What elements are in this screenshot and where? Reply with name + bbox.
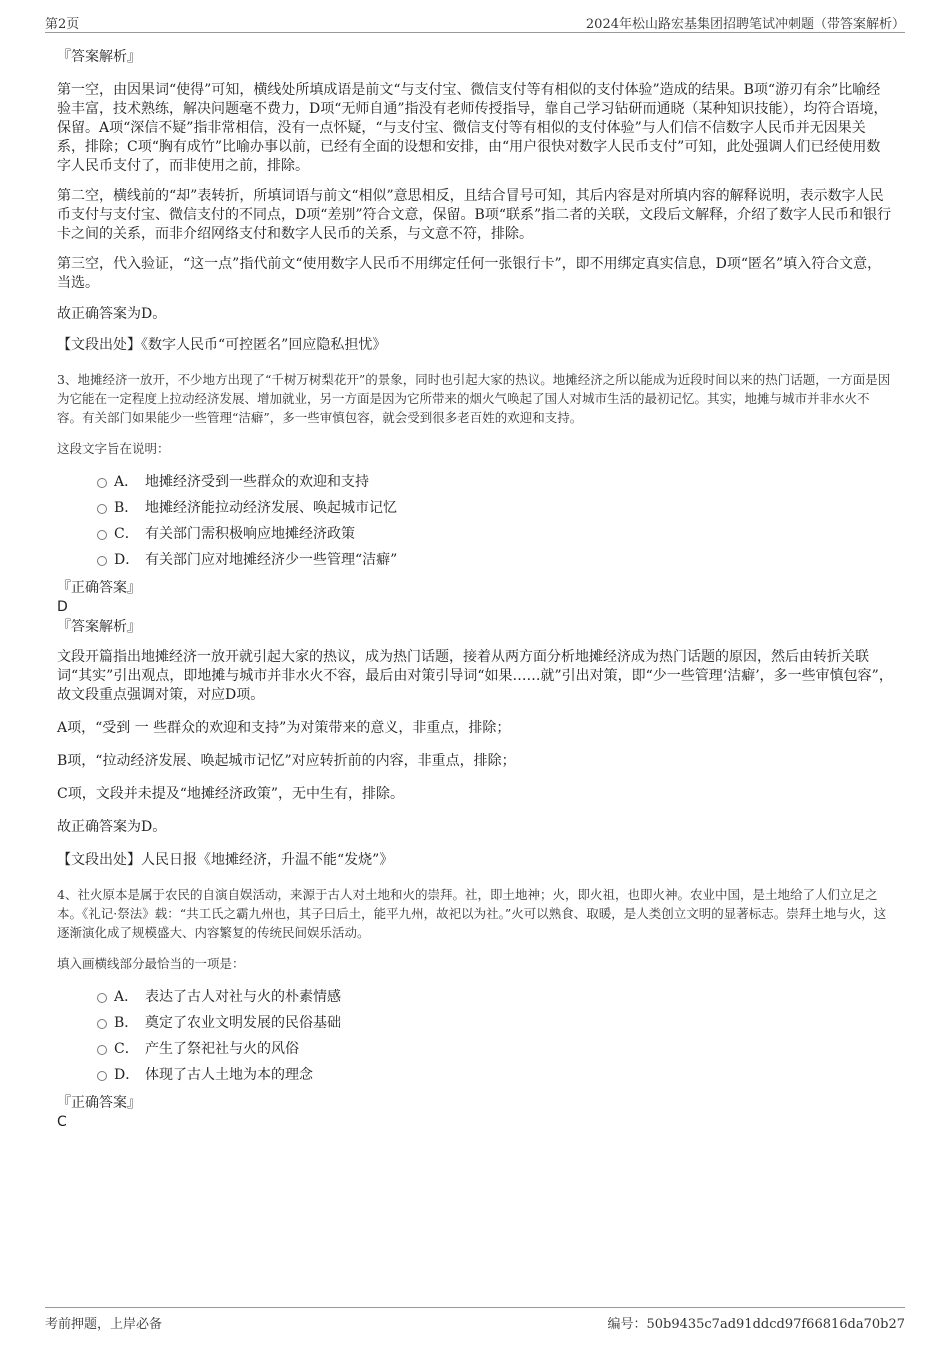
option-b[interactable] <box>97 1010 893 1036</box>
option-letter: A． <box>114 989 139 1005</box>
analysis-conclusion: 故正确答案为D。 <box>57 306 167 322</box>
analysis-conclusion: 故正确答案为D。 <box>57 819 167 835</box>
radio-icon[interactable] <box>97 1045 107 1055</box>
options-list <box>57 984 893 1088</box>
analysis-paragraph: 第一空，由因果词“使得”可知，横线处所填成语是前文“与支付宝、微信支付等有相似的支付体验”造成的结果。B项“游刃有余”比喻经验丰富，技术熟练，解决问题毫不费力，D项“无师自通”指没有老师传授指导，靠自己学习钻研而通晓（某种知识技能），均符合语境，保留。A项“深信不疑”指非常相信，没有一点怀疑，“与支付宝、微信支付等有相似的支付体验”与人们信不信数字人民币并无因果关系，排除；C项“胸有成竹”比喻办事以前，已经有全面的设想和安排，由“用户很快对数字人民币支付”可知，此处强调人们已经使用数字人民币支付了，而非使用之前，排除。 <box>57 82 888 174</box>
page-number: 第2页 <box>45 17 80 32</box>
source-citation: 【文段出处】人民日报《地摊经济，升温不能“发烧”》 <box>57 852 394 868</box>
radio-icon[interactable] <box>97 556 107 566</box>
option-d[interactable] <box>97 547 893 573</box>
option-letter: C． <box>114 1041 139 1057</box>
radio-icon[interactable] <box>97 1019 107 1029</box>
page-header <box>45 12 905 33</box>
correct-answer-label: 『正确答案』 <box>57 1095 141 1111</box>
option-c[interactable] <box>97 1036 893 1062</box>
option-text: 表达了古人对社与火的朴素情感 <box>145 989 341 1005</box>
analysis-paragraph: B项，“拉动经济发展、唤起城市记忆”对应转折前的内容，非重点，排除； <box>57 753 516 769</box>
option-a[interactable] <box>97 984 893 1010</box>
correct-answer: C <box>57 1114 67 1130</box>
analysis-paragraph: A项，“受到 一 些群众的欢迎和支持”为对策带来的意义，非重点，排除； <box>57 720 511 736</box>
option-c[interactable] <box>97 521 893 547</box>
option-letter: D． <box>114 552 140 568</box>
option-d[interactable] <box>97 1062 893 1088</box>
analysis-paragraph: 文段开篇指出地摊经济一放开就引起大家的热议，成为热门话题，接着从两方面分析地摊经济成为热门话题的原因，然后由转折关联词“其实”引出观点，即地摊与城市并非水火不容，最后由对策引导词“如果……就”引出对策，即“少一些管理‘洁癖’，多一些审慎包容”，故文段重点强调对策，对应D项。 <box>57 649 893 703</box>
correct-answer-label: 『正确答案』 <box>57 580 141 596</box>
document-title: 2024年松山路宏基集团招聘笔试冲刺题（带答案解析） <box>585 17 905 32</box>
option-b[interactable] <box>97 495 893 521</box>
footer-slogan: 考前押题，上岸必备 <box>45 1317 163 1332</box>
option-text: 地摊经济能拉动经济发展、唤起城市记忆 <box>145 500 397 516</box>
analysis-paragraph: 第三空，代入验证，“这一点”指代前文“使用数字人民币不用绑定任何一张银行卡”，即不用绑定真实信息，D项“匿名”填入符合文意，当选。 <box>57 256 882 291</box>
correct-answer: D <box>57 599 68 615</box>
option-letter: B． <box>114 1015 139 1031</box>
analysis-paragraph: C项，文段并未提及“地摊经济政策”，无中生有，排除。 <box>57 786 405 802</box>
option-letter: B． <box>114 500 139 516</box>
page-content <box>57 45 893 1131</box>
analysis-paragraph: 第二空，横线前的“却”表转折，所填词语与前文“相似”意思相反，且结合冒号可知，其后内容是对所填内容的解释说明，表示数字人民币支付与支付宝、微信支付的不同点，D项“差别”符合文意，保留。B项“联系”指二者的关联，文段后文解释，介绍了数字人民币和银行卡之间的关系，而非介绍网络支付和数字人民币的关系，与文意不符，排除。 <box>57 188 892 242</box>
question-prompt: 填入画横线部分最恰当的一项是： <box>57 956 245 971</box>
question-stem: 3、地摊经济一放开，不少地方出现了“千树万树梨花开”的景象，同时也引起大家的热议。地摊经济之所以能成为近段时间以来的热门话题，一方面是因为它能在一定程度上拉动经济发展、增加就业，另一方面是因为它所带来的烟火气唤起了国人对城市生活的最初记忆。其实，地摊与城市并非水火不容。有关部门如果能少一些管理“洁癖”，多一些审慎包容，就会受到很多老百姓的欢迎和支持。 <box>57 372 891 425</box>
question-stem: 4、社火原本是属于农民的自演自娱活动，来源于古人对土地和火的崇拜。社，即土地神；火，即火祖，也即火神。农业中国，是土地给了人们立足之本。《礼记·祭法》载：“共工氏之霸九州也，其子曰后土，能平九州，故祀以为社。”火可以熟食、取暖，是人类创立文明的显著标志。崇拜土地与火，这逐渐演化成了规模盛大、内容繁复的传统民间娱乐活动。 <box>57 887 887 940</box>
option-a[interactable] <box>97 469 893 495</box>
option-letter: D． <box>114 1067 140 1083</box>
radio-icon[interactable] <box>97 530 107 540</box>
source-citation: 【文段出处】《数字人民币“可控匿名”回应隐私担忧》 <box>57 337 387 353</box>
analysis-label: 『答案解析』 <box>57 49 141 65</box>
option-letter: A． <box>114 474 139 490</box>
radio-icon[interactable] <box>97 478 107 488</box>
option-text: 有关部门应对地摊经济少一些管理“洁癖” <box>145 552 398 568</box>
page-footer <box>45 1307 905 1332</box>
option-text: 地摊经济受到一些群众的欢迎和支持 <box>145 474 369 490</box>
analysis-label: 『答案解析』 <box>57 619 141 635</box>
document-id: 编号：50b9435c7ad91ddcd97f66816da70b27 <box>607 1317 905 1332</box>
radio-icon[interactable] <box>97 993 107 1003</box>
question-prompt: 这段文字旨在说明： <box>57 441 170 456</box>
option-text: 体现了古人土地为本的理念 <box>145 1067 313 1083</box>
option-letter: C． <box>114 526 139 542</box>
option-text: 有关部门需积极响应地摊经济政策 <box>145 526 355 542</box>
radio-icon[interactable] <box>97 1071 107 1081</box>
option-text: 产生了祭祀社与火的风俗 <box>145 1041 299 1057</box>
radio-icon[interactable] <box>97 504 107 514</box>
option-text: 奠定了农业文明发展的民俗基础 <box>145 1015 341 1031</box>
options-list <box>57 469 893 573</box>
